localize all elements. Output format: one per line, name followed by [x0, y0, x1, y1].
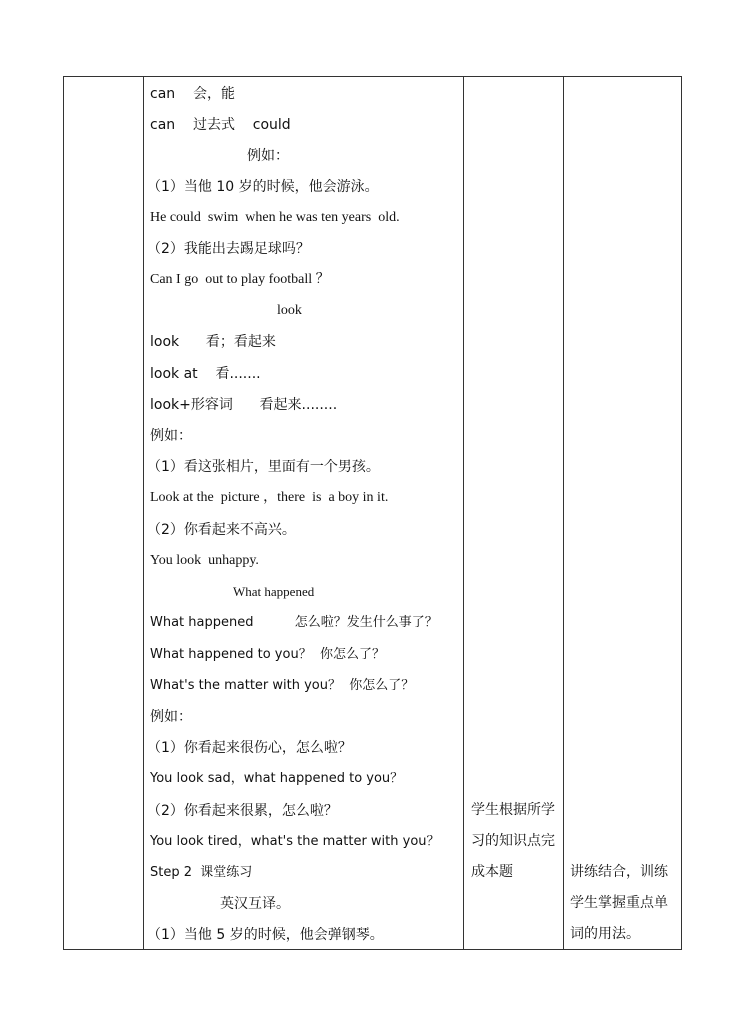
content-line: What happened to you？ 你怎么了？: [150, 647, 385, 662]
design-intent-line: 讲练结合，训练: [570, 864, 668, 880]
content-line: （2）你看起来不高兴。: [147, 522, 296, 538]
content-line: 例如：: [150, 709, 192, 725]
content-line: You look sad，what happened to you？: [150, 771, 404, 786]
content-line: can 会，能: [150, 86, 235, 102]
content-line: Look at the picture ，there is a boy in it.: [150, 490, 389, 505]
content-line: Step 2 课堂练习: [150, 865, 253, 880]
content-line: look at 看.......: [150, 366, 261, 382]
lesson-plan-table: [63, 76, 682, 950]
design-intent-cell: [570, 857, 668, 950]
content-line: can 过去式 could: [150, 117, 291, 133]
design-intent-line: 学生掌握重点单: [570, 895, 668, 911]
content-line: look 看；看起来: [150, 334, 276, 350]
design-intent-line: 词的用法。: [570, 926, 640, 942]
content-line: 英汉互译。: [220, 896, 290, 912]
column-divider: [463, 77, 464, 949]
content-line: （1）看这张相片，里面有一个男孩。: [147, 459, 380, 475]
content-line: look: [277, 303, 302, 318]
content-line: 例如：: [150, 428, 192, 444]
content-line: 例如：: [247, 148, 289, 164]
content-line: look+形容词 看起来........: [150, 397, 338, 413]
content-line: You look unhappy.: [150, 553, 259, 568]
teaching-content-column: [143, 77, 463, 949]
content-line: （2）我能出去踢足球吗？: [147, 241, 310, 257]
content-line: （1）当他 5 岁的时候，他会弹钢琴。: [147, 927, 384, 943]
student-activity-line: 学生根据所学: [471, 802, 555, 818]
column-divider: [563, 77, 564, 949]
content-line: He could swim when he was ten years old.: [150, 210, 400, 225]
content-line: （2）你看起来很累，怎么啦？: [147, 803, 338, 819]
content-line: You look tired，what's the matter with you？: [150, 834, 440, 849]
content-line: What happened 怎么啦？发生什么事了？: [150, 615, 438, 630]
student-activity-line: 习的知识点完: [471, 833, 555, 849]
content-line: What happened: [233, 584, 315, 599]
content-line: （1）你看起来很伤心，怎么啦？: [147, 740, 352, 756]
student-activity-line: 成本题: [471, 864, 513, 880]
student-activity-cell: [471, 795, 555, 888]
content-line: Can I go out to play football ？: [150, 272, 330, 287]
content-line: （1）当他 10 岁的时候，他会游泳。: [147, 179, 379, 195]
content-line: What's the matter with you？ 你怎么了？: [150, 678, 415, 693]
